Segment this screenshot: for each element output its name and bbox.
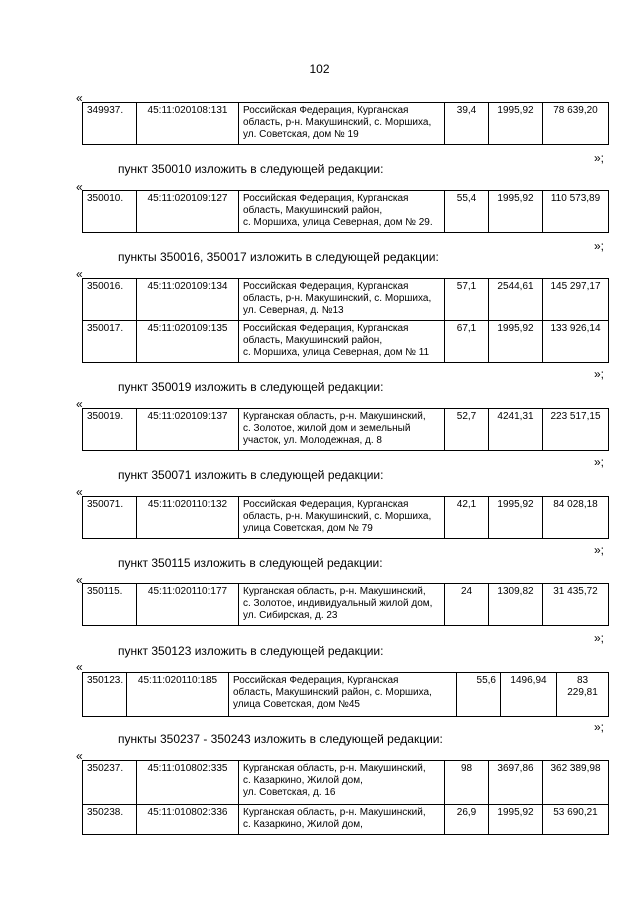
amendment-instruction: пункт 350123 изложить в следующей редакции: [118, 644, 384, 658]
address-line: Курганская область, р-н. Макушинский, [243, 411, 426, 422]
address-line: Российская Федерация, Курганская [233, 675, 399, 686]
page-number: 102 [309, 62, 330, 76]
address-cell [239, 805, 445, 835]
closing-quote: »; [594, 367, 605, 381]
address-line: область, Макушинский район, [243, 205, 383, 216]
closing-quote: »; [594, 151, 605, 165]
row-number-cell: 350237. [83, 761, 137, 805]
amendment-instruction: пункт 350071 изложить в следующей редакции: [118, 468, 384, 482]
area-cell: 52,7 [445, 409, 489, 451]
property-table [82, 278, 609, 363]
table-row [83, 673, 609, 717]
amendment-instruction: пункты 350237 - 350243 изложить в следующей редакции: [118, 732, 443, 746]
cadastral-number-cell: 45:11:020110:177 [137, 584, 239, 626]
amendment-instruction: пункт 350115 изложить в следующей редакции: [118, 556, 383, 570]
address-line: область, р-н. Макушинский, с. Моршиха, [243, 293, 432, 304]
address-line: Российская Федерация, Курганская [243, 281, 409, 292]
address-line: Курганская область, р-н. Макушинский, [243, 807, 426, 818]
amendment-instruction: пункты 350016, 350017 изложить в следующей редакции: [118, 250, 439, 264]
table-row [83, 584, 609, 626]
address-cell [229, 673, 457, 717]
address-line: Российская Федерация, Курганская [243, 105, 409, 116]
cadastral-number-cell: 45:11:020109:127 [137, 191, 239, 233]
address-line: ул. Сибирская, д. 23 [243, 610, 338, 621]
area-cell: 39,4 [445, 103, 489, 145]
rate-cell: 1995,92 [489, 191, 543, 233]
area-cell: 55,4 [445, 191, 489, 233]
row-number-cell: 350019. [83, 409, 137, 451]
area-cell: 57,1 [445, 279, 489, 321]
opening-quote: « [76, 180, 83, 194]
row-number-cell: 350071. [83, 497, 137, 539]
row-number-cell: 349937. [83, 103, 137, 145]
cadastral-value-cell: 145 297,17 [543, 279, 609, 321]
table-row [83, 409, 609, 451]
closing-quote: »; [594, 239, 605, 253]
address-line: область, Макушинский район, с. Моршиха, [233, 687, 432, 698]
address-line: Курганская область, р-н. Макушинский, [243, 586, 426, 597]
property-table [82, 760, 609, 835]
cadastral-value-cell: 110 573,89 [543, 191, 609, 233]
closing-quote: »; [594, 631, 605, 645]
cadastral-value-cell: 31 435,72 [543, 584, 609, 626]
address-line: Российская Федерация, Курганская [243, 499, 409, 510]
address-line: с. Казаркино, Жилой дом, [243, 775, 363, 786]
property-table [82, 408, 609, 451]
address-cell [239, 321, 445, 363]
opening-quote: « [76, 267, 83, 281]
row-number-cell: 350010. [83, 191, 137, 233]
address-line: улица Советская, дом №45 [233, 699, 360, 710]
address-line: с. Золотое, жилой дом и земельный [243, 423, 411, 434]
address-cell [239, 497, 445, 539]
cadastral-number-cell: 45:11:020109:137 [137, 409, 239, 451]
property-table [82, 102, 609, 145]
cadastral-number-cell: 45:11:010802:335 [137, 761, 239, 805]
table-row [83, 497, 609, 539]
opening-quote: « [76, 573, 83, 587]
cadastral-number-cell: 45:11:020108:131 [137, 103, 239, 145]
opening-quote: « [76, 485, 83, 499]
rate-cell: 4241,31 [489, 409, 543, 451]
address-cell [239, 191, 445, 233]
cadastral-value-cell: 83 229,81 [557, 673, 609, 717]
closing-quote: »; [594, 543, 605, 557]
cadastral-value-cell: 133 926,14 [543, 321, 609, 363]
row-number-cell: 350115. [83, 584, 137, 626]
address-line: область, р-н. Макушинский, с. Моршиха, [243, 117, 432, 128]
amendment-instruction: пункт 350019 изложить в следующей редакции: [118, 380, 384, 394]
address-line: ул. Советская, д. 16 [243, 787, 336, 798]
cadastral-number-cell: 45:11:020109:135 [137, 321, 239, 363]
address-line: область, Макушинский район, [243, 335, 383, 346]
address-line: с. Казаркино, Жилой дом, [243, 819, 363, 830]
rate-cell: 1995,92 [489, 497, 543, 539]
cadastral-number-cell: 45:11:020109:134 [137, 279, 239, 321]
property-table [82, 672, 609, 717]
closing-quote: »; [594, 455, 605, 469]
table-row [83, 279, 609, 321]
rate-cell: 1309,82 [489, 584, 543, 626]
address-line: улица Советская, дом № 79 [243, 523, 373, 534]
address-line: с. Моршиха, улица Северная, дом № 29. [243, 217, 433, 228]
row-number-cell: 350017. [83, 321, 137, 363]
opening-quote: « [76, 91, 83, 105]
opening-quote: « [76, 660, 83, 674]
table-row [83, 103, 609, 145]
amendment-instruction: пункт 350010 изложить в следующей редакции: [118, 162, 384, 176]
table-row [83, 191, 609, 233]
rate-cell: 1995,92 [489, 103, 543, 145]
address-line: с. Золотое, индивидуальный жилой дом, [243, 598, 433, 609]
rate-cell: 2544,61 [489, 279, 543, 321]
address-cell [239, 279, 445, 321]
rate-cell: 3697,86 [489, 761, 543, 805]
address-line: Российская Федерация, Курганская [243, 323, 409, 334]
cadastral-number-cell: 45:11:020110:132 [137, 497, 239, 539]
address-cell [239, 761, 445, 805]
table-row [83, 761, 609, 805]
address-line: Российская Федерация, Курганская [243, 193, 409, 204]
row-number-cell: 350123. [83, 673, 127, 717]
cadastral-value-cell: 84 028,18 [543, 497, 609, 539]
opening-quote: « [76, 397, 83, 411]
property-table [82, 583, 609, 626]
cadastral-value-cell: 53 690,21 [543, 805, 609, 835]
table-row [83, 805, 609, 835]
address-line: ул. Советская, дом № 19 [243, 129, 359, 140]
area-cell: 42,1 [445, 497, 489, 539]
address-cell [239, 584, 445, 626]
area-cell: 24 [445, 584, 489, 626]
area-cell: 55,6 [457, 673, 501, 717]
address-cell [239, 103, 445, 145]
closing-quote: »; [594, 720, 605, 734]
row-number-cell: 350238. [83, 805, 137, 835]
cadastral-value-cell: 78 639,20 [543, 103, 609, 145]
cadastral-value-cell: 362 389,98 [543, 761, 609, 805]
opening-quote: « [76, 749, 83, 763]
row-number-cell: 350016. [83, 279, 137, 321]
cadastral-number-cell: 45:11:010802:336 [137, 805, 239, 835]
address-cell [239, 409, 445, 451]
area-cell: 26,9 [445, 805, 489, 835]
address-line: с. Моршиха, улица Северная, дом № 11 [243, 347, 430, 358]
property-table [82, 190, 609, 233]
rate-cell: 1995,92 [489, 805, 543, 835]
rate-cell: 1496,94 [501, 673, 557, 717]
address-line: область, р-н. Макушинский, с. Моршиха, [243, 511, 432, 522]
area-cell: 98 [445, 761, 489, 805]
address-line: ул. Северная, д. №13 [243, 305, 344, 316]
area-cell: 67,1 [445, 321, 489, 363]
cadastral-value-cell: 223 517,15 [543, 409, 609, 451]
address-line: участок, ул. Молодежная, д. 8 [243, 435, 382, 446]
address-line: Курганская область, р-н. Макушинский, [243, 763, 426, 774]
cadastral-number-cell: 45:11:020110:185 [127, 673, 229, 717]
table-row [83, 321, 609, 363]
rate-cell: 1995,92 [489, 321, 543, 363]
property-table [82, 496, 609, 539]
